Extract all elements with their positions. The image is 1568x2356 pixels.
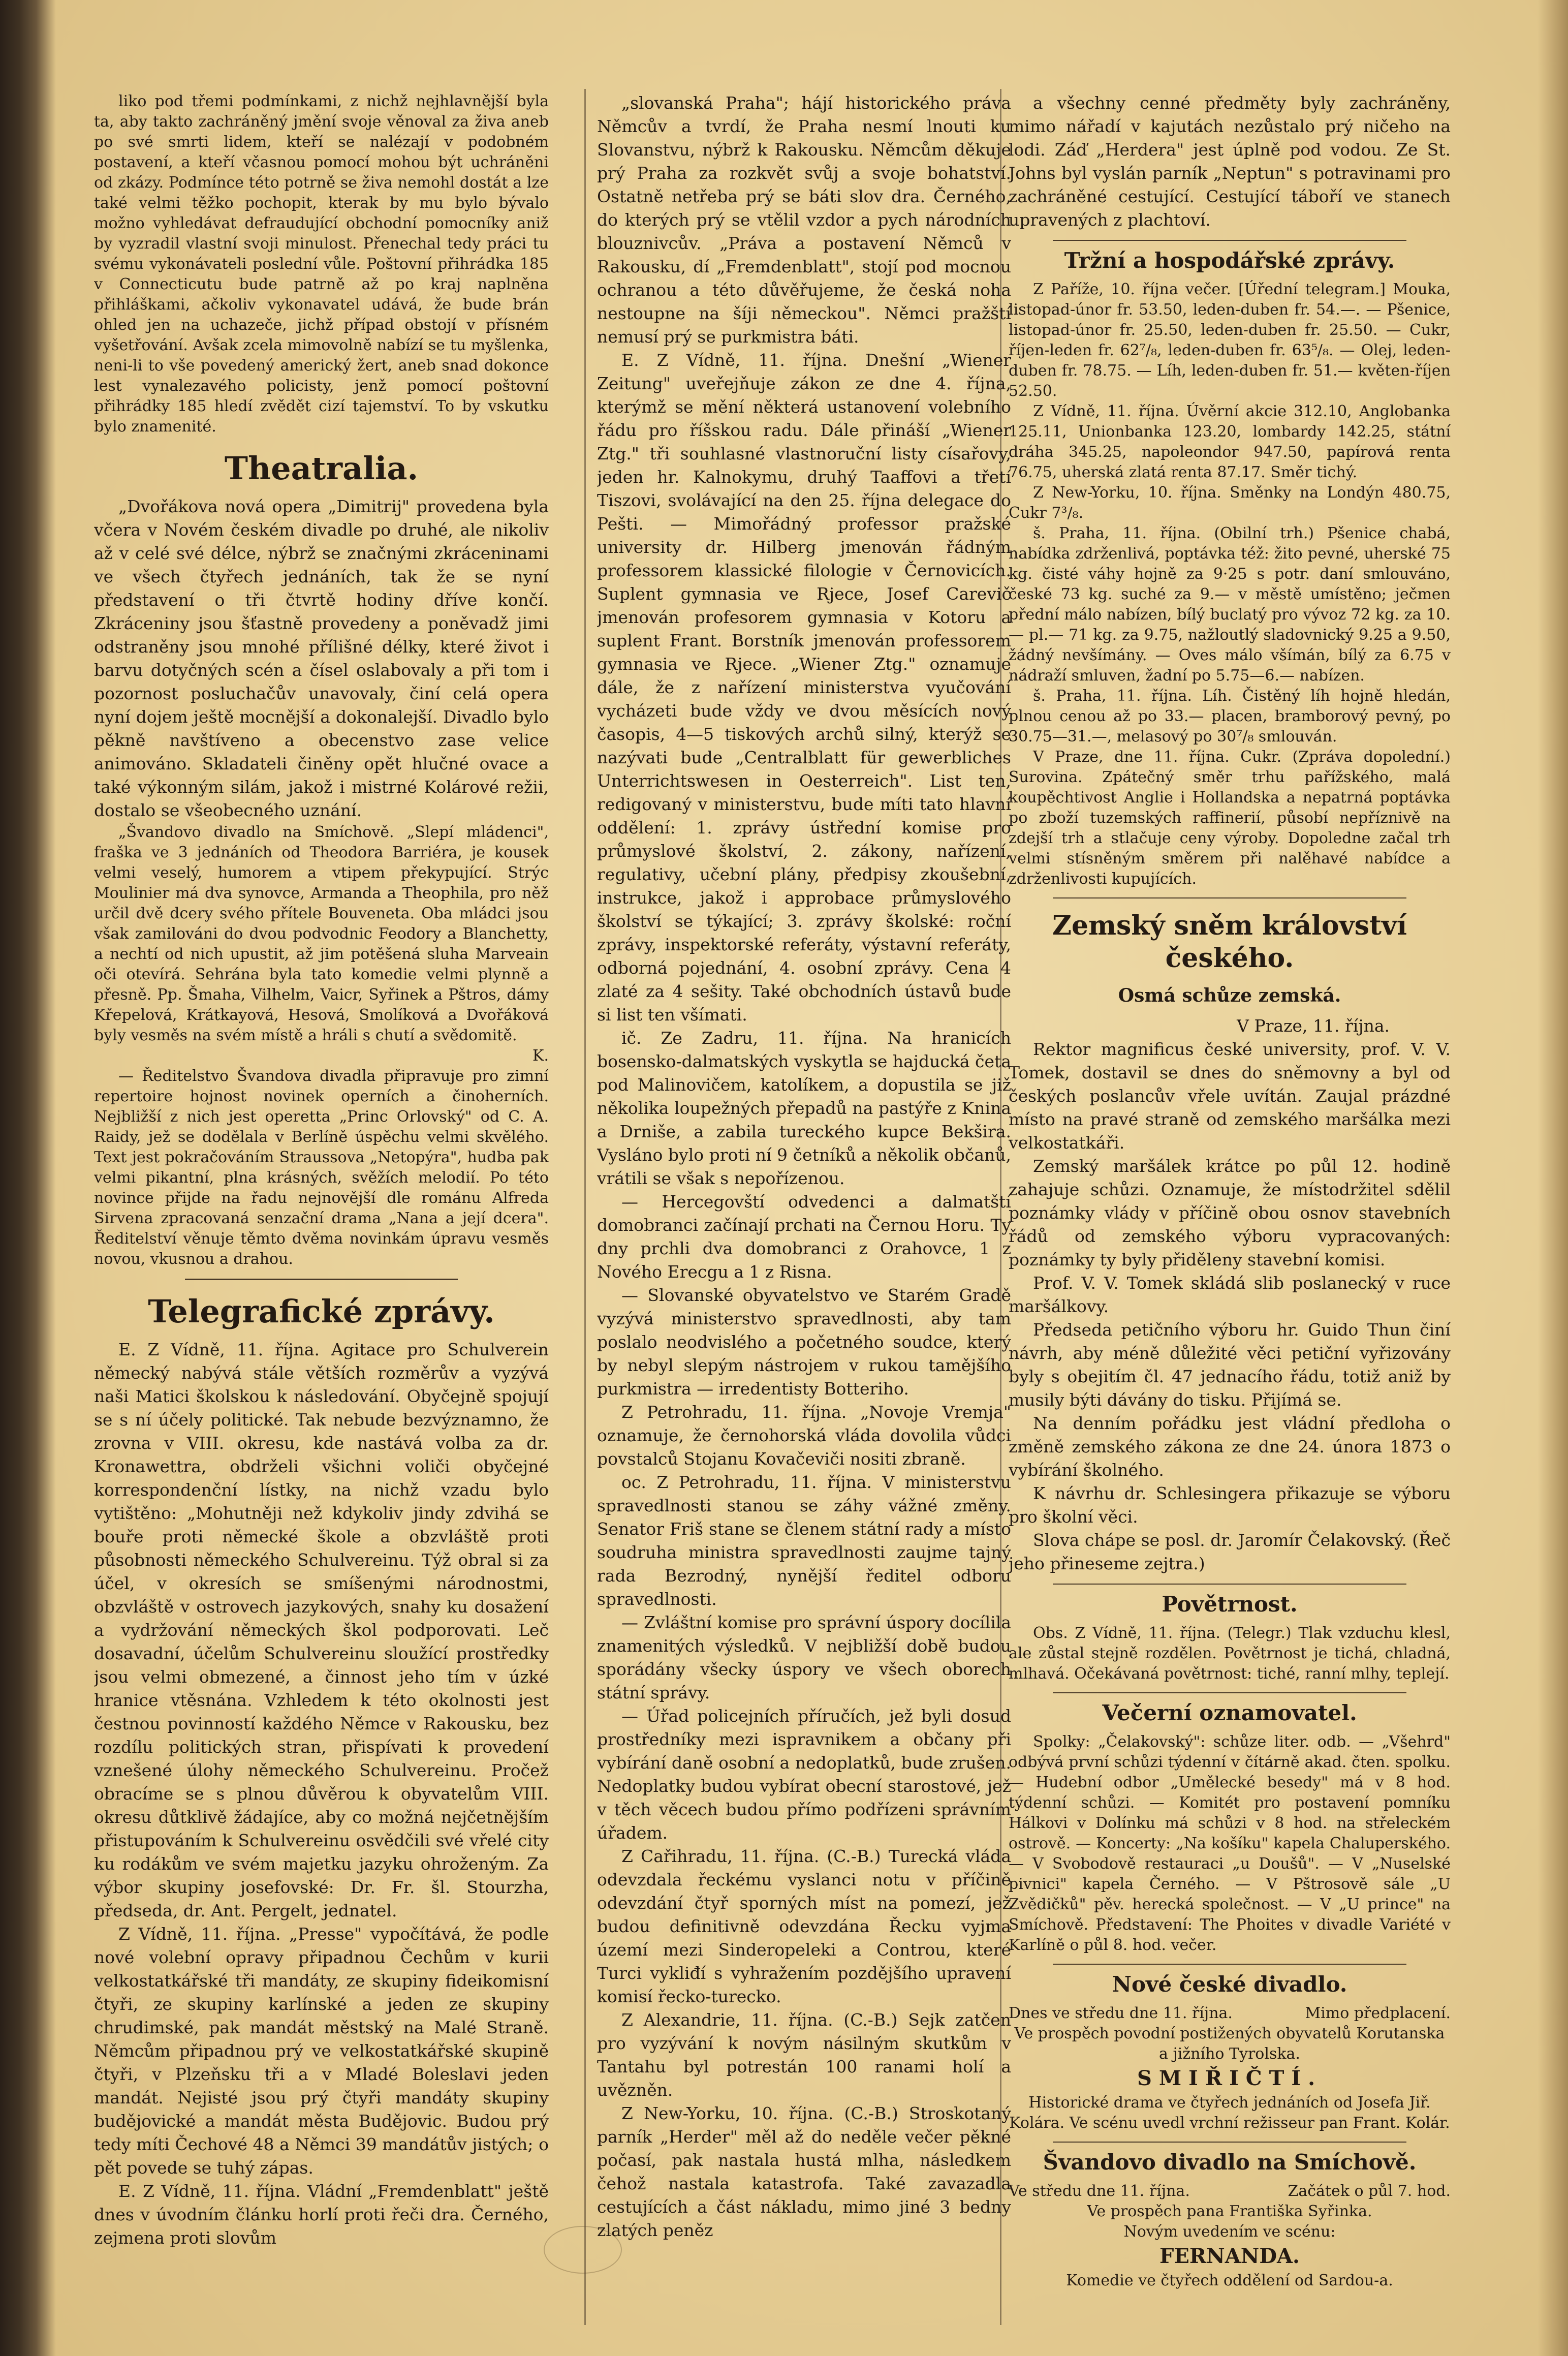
section-subtitle-diet: Osmá schůze zemská.: [1118, 985, 1341, 1006]
play-title: FERNANDA.: [1159, 2244, 1300, 2268]
section-title-svanda: Švandovo divadlo na Smíchově.: [1043, 2150, 1417, 2175]
divider: [1053, 1964, 1406, 1965]
staging-note: Novým uvedením ve scénu:: [1123, 2223, 1336, 2241]
market-item: Z Vídně, 11. října. Úvěrní akcie 312.10, Anglobanka 125.11, Unionbanka 123.20, lombardy 142.25, státní dráha 345.25, napoleondor 947.50, papírová renta 76.75, uherská zlatá renta 87.17. Směr tichý.: [1009, 402, 1451, 481]
section-title-telegraph: Telegrafické zprávy.: [148, 1293, 495, 1330]
telegraph-item: E. Z Vídně, 11. října. Agitace pro Schulverein německý nabývá stále větších rozměrův a vyzývá naši Matici školskou k následování. Obyčejně spojují se s ní účely politické. Tak nebude bezvýznamno, že zrovna v VIII. okresu, kde nastává volba za dr. Kronawettra, obdrželi všichni voliči obyčejné korrespondenční lístky, na nichž vzadu bylo vytištěno: „Mohutněji než kdykoliv jindy zdvihá se bouře proti německé škole a obzvláště proti působnosti německého Schulvereinu. Týž obral si za účel, v okresích se smíšenými národnostmi, obzvláště v ostrovech jazykových, snahy ku dosažení a vydržování německých škol podporovati. Leč dosavadní, účelům Schulvereinu sloužící prostředky jsou velmi obmezené, a činnost jeho tím v úzké hranice vtěsnána. Vzhledem k této okolnosti jest čestnou povinností každého Němce v Rakousku, bez rozdílu politických stran, přispívati k provedení vznešené úlohy německého Schulvereinu. Pročež obracíme se s plnou důvěrou k obyvatelům VIII. okresu důtklivě žádajíce, aby co možná nejčetnějším přistupováním k Schulvereinu osvědčili své vřelé city ku rodákům ve svém majetku jazyku ohroženým. Za výbor skupiny josefovské: Dr. Fr. šl. Stourzha, předseda, dr. Ant. Pergelt, jednatel.: [94, 1340, 549, 1920]
telegraph-item: oc. Z Petrohradu, 11. října. V ministerstvu spravedlnosti stanou se záhy vážné změny. Senator Friš stane se členem státní rady a místo soudruha ministra spravedlnosti zaujme tajný rada Bezrodný, nynější ředitel odboru spravedlnosti.: [597, 1472, 1011, 1609]
telegraph-item: Z Alexandrie, 11. října. (C.-B.) Sejk zatčen pro vyzývání k novým násilným skutkům v Tantahu byl potrestán 100 ranami holí a uvězněn.: [597, 2010, 1011, 2100]
telegraph-item: ič. Ze Zadru, 11. října. Na hranicích bosensko-dalmatských vyskytla se hajducká četa pod Malinovičem, katolíkem, a dopustila se již několika loupežných přepadů na pastýře z Knina a Drniše, a zabila tureckého kupce Bekšira. Vysláno bylo proti ní 9 četníků a několik občanů, vrátili se však s nepořízenou.: [597, 1028, 1011, 1188]
divider: [1053, 1584, 1406, 1585]
telegraph-item: a všechny cenné předměty byly zachráněny, mimo nářadí v kajutách nezůstalo prý ničeho na lodi. Záď „Herdera" jest úplně pod vodou. Ze St. Johns byl vyslán parník „Neptun" s potravinami pro zachráněné cestující. Cestující táboří ve stanech upravených z plachtoví.: [1009, 93, 1451, 230]
divider: [1053, 240, 1406, 241]
theatre-article-svanda: „Švandovo divadlo na Smíchově. „Slepí mládenci", fraška ve 3 jednáních od Theodora Barriéra, je kousek velmi veselý, humorem a vtipem překypující. Strýc Moulinier má dva synovce, Armanda a Theophila, pro něž určil dvě dcery svého přítele Bouveneta. Oba mládci jsou však zamilováni do dvou podvodnic Feodory a Blanchetty, a nechtí od nich upustit, až jim potěšená sluha Marveain oči otevírá. Sehrána byla tato komedie velmi plynně a přesně. Pp. Šmaha, Vilhelm, Vaicr, Syřinek a Pštros, dámy Křepelová, Krátkayová, Hesová, Smolíková a Dvořáková byly vesměs na svém místě a hráli s chutí a svědomitě.: [94, 823, 549, 1044]
telegraph-item: Z New-Yorku, 10. října. (C.-B.) Stroskotaný parník „Herder" měl až do neděle večer pěkné počasí, pak nastala hustá mlha, následkem čehož nastala katastrofa. Také zavazadla cestujících a část nákladu, mimo jiné 3 bedny zlatých peněz: [597, 2103, 1011, 2240]
market-item: V Praze, dne 11. října. Cukr. (Zpráva dopolední.) Surovina. Zpátečný směr trhu pařížského, malá koupěchtivost Anglie i Hollandska a nepatrná poptávka po zboží tuzemských raffinerií, působí nepříznivě na zdejší trh a stlačuje ceny výroby. Dopoledne začal trh velmi stísněným směrem při nalěhavé nabídce a zdrženlivosti kupujících.: [1009, 748, 1451, 888]
diet-paragraph: Rektor magnificus české university, prof. V. V. Tomek, dostavil se dnes do sněmovny a byl od českých poslancův vřele uvítán. Zaujal prázdné místo na pravé straně od zemského maršálka mezi velkostatkáři.: [1009, 1039, 1451, 1153]
section-title-market: Tržní a hospodářské zprávy.: [1064, 248, 1395, 273]
dateline: V Praze, 11. října.: [1237, 1016, 1390, 1036]
section-title-weather: Povětrnost.: [1162, 1592, 1298, 1617]
play-title: SMIŘIČTÍ.: [1137, 2066, 1323, 2090]
telegraph-item: „slovanská Praha"; hájí historického práva Němcův a tvrdí, že Praha nesmí lnouti ku Slovanstvu, nýbrž k Rakousku. Němcům děkuje prý Praha za rozkvět svůj a svoje bohatství. Ostatně netřeba prý se báti slov dra. Černého, do kterých prý se vtělil vzdor a pych národních blouznivcův. „Práva a postavení Němců v Rakousku, dí „Fremdenblatt", stojí pod mocnou ochranou a této důvěřujeme, že česká noha nestoupne na šíji německou". Němci pražští nemusí prý se purkmistra báti.: [597, 93, 1011, 347]
diet-paragraph: K návrhu dr. Schlesingera přikazuje se výboru pro školní věci.: [1009, 1483, 1451, 1527]
divider: [185, 1279, 458, 1280]
theatre-article-dimitrij: „Dvořákova nová opera „Dimitrij" provedena byla včera v Novém českém divadle po druhé, ale nikoliv až v celé své délce, nýbrž se značnými zkráceninami ve všech čtyřech jednáních, tak že se nyní představení o tři čtvrtě hodiny dříve končí. Zkráceniny jsou šťastně provedeny a poněvadž jimi odstraněny jsou mnohé přílišné délky, které život i barvu dotyčných scén a čísel oslabovaly a při tom i pozornost posluchačův unavovaly, činí celá opera nyní dojem ještě mocnější a dokonalejší. Divadlo bylo pěkně navštíveno a obecenstvo zase velice animováno. Skladateli činěny opět hlučné ovace a také výkonným silám, jakož i mistrné Kolárové režii, dostalo se všeobecného uznání.: [94, 497, 549, 820]
column-1: [94, 91, 549, 2326]
performance-start: Začátek o půl 7. hod.: [1288, 2182, 1451, 2200]
diet-paragraph: Zemský maršálek krátce po půl 12. hodině zahajuje schůzi. Oznamuje, že místodržitel sdělil poznámky vlády v příčině obou osnov stavebních řádů od zemského výboru vypracovaných: poznámky ty byly přiděleny stavební komisi.: [1009, 1156, 1451, 1269]
diet-paragraph: Prof. V. V. Tomek skládá slib poslanecký v ruce maršálkovy.: [1009, 1273, 1451, 1316]
performance-line: [1009, 2181, 1451, 2202]
article-continuation: liko pod třemi podmínkami, z nichž nejhlavnější byla ta, aby takto zachráněný jmění svoje věnoval za živa aneb po své smrti lidem, kteří se nalézají v podobném postavení, a kteří včasnou pomocí mohou být uchráněni od zkázy. Podmínce této potrně se živa nemohl dostát a lze také velmi těžko pochopit, kterak by mu bylo bývalo možno vyhledávat defraudující obchodní pomocníky aniž by vyzradil vlastní svoji minulost. Přenechal tedy práci tu svému vykonávateli poslední vůle. Poštovní přihrádka 185 v Connecticutu bude patrně až po kraj naplněna přihláškami, ačkoliv vykonavatel udává, že bude brán ohled jen na uchazeče, jichž případ obstojí v přísném vyšetřování. Avšak zcela mimovolně nabízí se tu myšlenka, neni-li to vše povedený americký žert, aneb snad dokonce lest vynalezavého policisty, jenž pomocí poštovní přihrádky 185 hledí zvědět cizí tajemství. To by vskutku bylo znamenité.: [94, 92, 549, 436]
benefit-note: Ve prospěch povodní postižených obyvatelů Korutanska a jižního Tyrolska.: [1014, 2025, 1445, 2063]
column-2: [597, 91, 1011, 2326]
telegraph-item: — Hercegovští odvedenci a dalmatští domobranci začínají prchati na Černou Horu. Ty dny prchli dva domobranci z Orahovce, 1 z Nového Erecgu a 1 z Risna.: [597, 1192, 1011, 1282]
divider: [1053, 2142, 1406, 2143]
performance-date: Ve středu dne 11. října.: [1009, 2182, 1190, 2200]
telegraph-item: Z Vídně, 11. října. „Presse" vypočítává, že podle nové volební opravy připadnou Čechům v kurii velkostatkářské tři mandáty, ze skupiny fideikomisní čtyři, ze skupiny karlínské a jeden ze skupiny chrudimské, pak mandát městský na Malé Straně. Němcům připadnou prý ve velkostatkářské skupině čtyři, v Plzeňsku tři a v Mladé Boleslavi jeden mandát. Nejisté jsou prý čtyři mandáty skupiny budějovické a mandát města Budějovic. Budou prý tedy míti Čechové 48 a Němci 39 mandátův jistých; o pět povede se tuhý zápas.: [94, 1924, 549, 2178]
market-item: š. Praha, 11. října. (Obilní trh.) Pšenice chabá, nabídka zdrženlivá, poptávka též: žito pevné, uherské 75 kg. čisté váhy hojně za 9·25 s potr. daní smlouváno, české 73 kg. suché za 9.— v městě umístěno; ječmen přední málo nabízen, bílý buclatý pro vývoz 72 kg. za 10.— pl.— 71 kg. za 9.75, nažloutlý sladovnický 9.25 a 9.50, žádný nevšímány. — Oves málo všímán, bílý za 6.75 v nádraží smluven, žadní po 5.75—6.— nabízen.: [1009, 524, 1451, 685]
diet-paragraph: Předseda petičního výboru hr. Guido Thun činí návrh, aby méně důležité věci petiční vyřizovány byly s obejitím čl. 47 jednacího řádu, totiž aniž by musily býti dávány do tisku. Přijímá se.: [1009, 1320, 1451, 1410]
telegraph-item: — Slovanské obyvatelstvo ve Starém Gradě vyzývá ministerstvo spravedlnosti, aby tam poslalo neodvislého a početného soudce, který by nebyl slepým nástrojem v rukou tamějšího purkmistra — irredentisty Botteriho.: [597, 1285, 1011, 1399]
author-signature: K.: [532, 1047, 549, 1065]
diet-paragraph: Na denním pořádku jest vládní předloha o změně zemského zákona ze dne 24. února 1873 o vybírání školného.: [1009, 1413, 1451, 1480]
divider: [1053, 897, 1406, 898]
binding-spine: [0, 0, 56, 2356]
performance-date: Dnes ve středu dne 11. října.: [1009, 2004, 1233, 2022]
market-item: Z New-Yorku, 10. října. Směnky na Londýn 480.75, Cukr 7³/₈.: [1009, 484, 1451, 522]
section-title-new-theatre: Nové české divadlo.: [1112, 1972, 1347, 1997]
benefit-note: Ve prospěch pana Františka Syřinka.: [1087, 2203, 1372, 2220]
divider: [1053, 1692, 1406, 1693]
diet-paragraph: Slova chápe se posl. dr. Jaromír Čelakovský. (Řeč jeho přineseme zejtra.): [1009, 1530, 1451, 1573]
telegraph-item: E. Z Vídně, 11. října. Dnešní „Wiener Zeitung" uveřejňuje zákon ze dne 4. října, kterýmž se mění některá ustanovení volebního řádu pro říšskou radu. Dále přináší „Wiener Ztg." tři souhlasné vlastnoruční listy císařovy, jeden hr. Kalnokymu, druhý Taaffovi a třetí Tiszovi, svolávající na den 25. října delegace do Pešti. — Mimořádný professor pražské university dr. Hilberg jmenován řádným professorem klassické filologie v Černovicích. Suplent gymnasia ve Rjece, Josef Carevič jmenován profesorem gymnasia v Kotoru a suplent Frant. Borstník jmenován professorem gymnasia ve Rjece. „Wiener Ztg." oznamuje dále, že z nařízení ministerstva vyučování vycházeti bude vždy ve dvou měsících nový časopis, 4—5 tiskových archů silný, kterýž se nazývati bude „Centralblatt für gewerbliches Unterrichtswesen in Oesterreich". List ten, redigovaný v ministerstvu, bude míti tato hlavní oddělení: 1. zprávy ústřední komise pro průmyslové školství, 2. zákony, nařízení, regulativy, učební plány, předpisy zkoušební, instrukce, jakož i approbace průmyslového školství se týkající; 3. zprávy školské: roční zprávy, inspektorské referáty, výstavní referáty, odborná pojednání, 4. osobní zprávy. Cena 4 zlaté za 4 sešity. Také obchodních ústavů bude si list ten všímati.: [597, 350, 1011, 1025]
market-item: š. Praha, 11. října. Líh. Čistěný líh hojně hledán, plnou cenou až po 33.— placen, bramborový pevný, po 30.75—31.—, melasový po 30⁷/₈ smlouván.: [1009, 687, 1451, 746]
telegraph-item: E. Z Vídně, 11. října. Vládní „Fremdenblatt" ještě dnes v úvodním článku horlí proti řeči dra. Černého, zejmena proti slovům: [94, 2181, 549, 2248]
telegraph-item: Z Petrohradu, 11. října. „Novoje Vremja" oznamuje, že černohorská vláda dovolila vůdci povstalců Stojanu Kovačeviči nositi zbraně.: [597, 1402, 1011, 1469]
column-rule: [584, 89, 586, 2325]
column-3: [1009, 91, 1451, 2326]
play-description: Historické drama ve čtyřech jednáních od Josefa Jiř. Kolára. Ve scénu uvedl vrchní režisseur pan Frant. Kolár.: [1009, 2094, 1450, 2132]
section-title-theatralia: Theatralia.: [224, 450, 419, 487]
performance-line: [1009, 2003, 1451, 2024]
evening-listing: Spolky: „Čelakovský": schůze liter. odb. — „Všehrd" odbývá první schůzi týdenní v čítárně akad. čten. spolku. — Hudební odbor „Umělecké besedy" má v 8 hod. týdenní schůzi. — Komitét pro postavení pomníku Hálkovi v Dolínku má schůzi v 8 hod. na střeleckém ostrově. — Koncerty: „Na košíku" kapela Chaluperského. — V Svobodově restauraci „u Doušů". — V „Nuselské pivnici" kapela Černého. — V Pštrosově sále „U Zvědičků" pěv. herecká společnost. — V „U prince" na Smíchově. Představení: The Phoites v divadle Variété v Karlíně o půl 8. hod. večer.: [1009, 1733, 1451, 1954]
market-item: Z Paříže, 10. října večer. [Úřední telegram.] Mouka, listopad-únor fr. 53.50, leden-duben fr. 54.—. — Pšenice, listopad-únor fr. 25.50, leden-duben fr. 25.50. — Cukr, říjen-leden fr. 62⁷/₈, leden-duben fr. 63⁵/₈. — Olej, leden-duben fr. 78.75. — Líh, leden-duben fr. 51.— květen-říjen 52.50.: [1009, 281, 1451, 400]
theatre-article-repertoire: — Ředitelstvo Švandova divadla připravuje pro zimní repertoire hojnost novinek operních a činoherních. Nejbližší z nich jest operetta „Princ Orlovský" od C. A. Raidy, jež se dodělala v Berlíně úspěchu velmi skvělého. Text jest pokračováním Straussova „Netopýra", hudba pak velmi pikantní, plna krásných, svěžích melodií. Po této novince přijde na řadu nejnovější dle románu Alfreda Sirvena zpracovaná senzační drama „Nana a její dcera". Ředitelství věnuje těmto dvěma novinkám úpravu vesměs novou, vkusnou a drahou.: [94, 1067, 549, 1268]
play-description: Komedie ve čtyřech oddělení od Sardou-a.: [1066, 2272, 1393, 2289]
library-stamp: [544, 2226, 622, 2274]
section-title-evening: Večerní oznamovatel.: [1102, 1700, 1357, 1725]
section-title-diet: Zemský sněm království českého.: [1052, 910, 1407, 974]
telegraph-item: — Zvláštní komise pro správní úspory docílila znamenitých výsledků. V nejbližší době budou sporádány všecky úspory ve všech oborech státní správy.: [597, 1613, 1011, 1702]
weather-report: Obs. Z Vídně, 11. října. (Telegr.) Tlak vzduchu klesl, ale zůstal stejně rozdělen. Povětrnost je tichá, chladná, mlhavá. Očekávaná povětrnost: tiché, ranní mlhy, teplejí.: [1009, 1624, 1451, 1683]
page-edge: [1538, 0, 1568, 2356]
performance-note: Mimo předplacení.: [1305, 2004, 1451, 2022]
telegraph-item: — Úřad policejních příručích, jež byli dosud prostředníky mezi ispravnikem a občany při vybírání daně osobní a nedoplatků, bude zrušen. Nedoplatky budou vybírat obecní starostové, jež v těch věcech budou přímo podřízeni správním úřadem.: [597, 1706, 1011, 1843]
telegraph-item: Z Cařihradu, 11. října. (C.-B.) Turecká vláda odevzdala řeckému vyslanci notu v příčině odevzdání čtyř sporných míst na pomezí, jež budou definitivně odevzdána Řecku vyjma území mezi Sinderopeleki a Controu, které Turci vykliđí s vyhražením pozdějšího upravení komisí řecko-turecko.: [597, 1846, 1011, 2006]
